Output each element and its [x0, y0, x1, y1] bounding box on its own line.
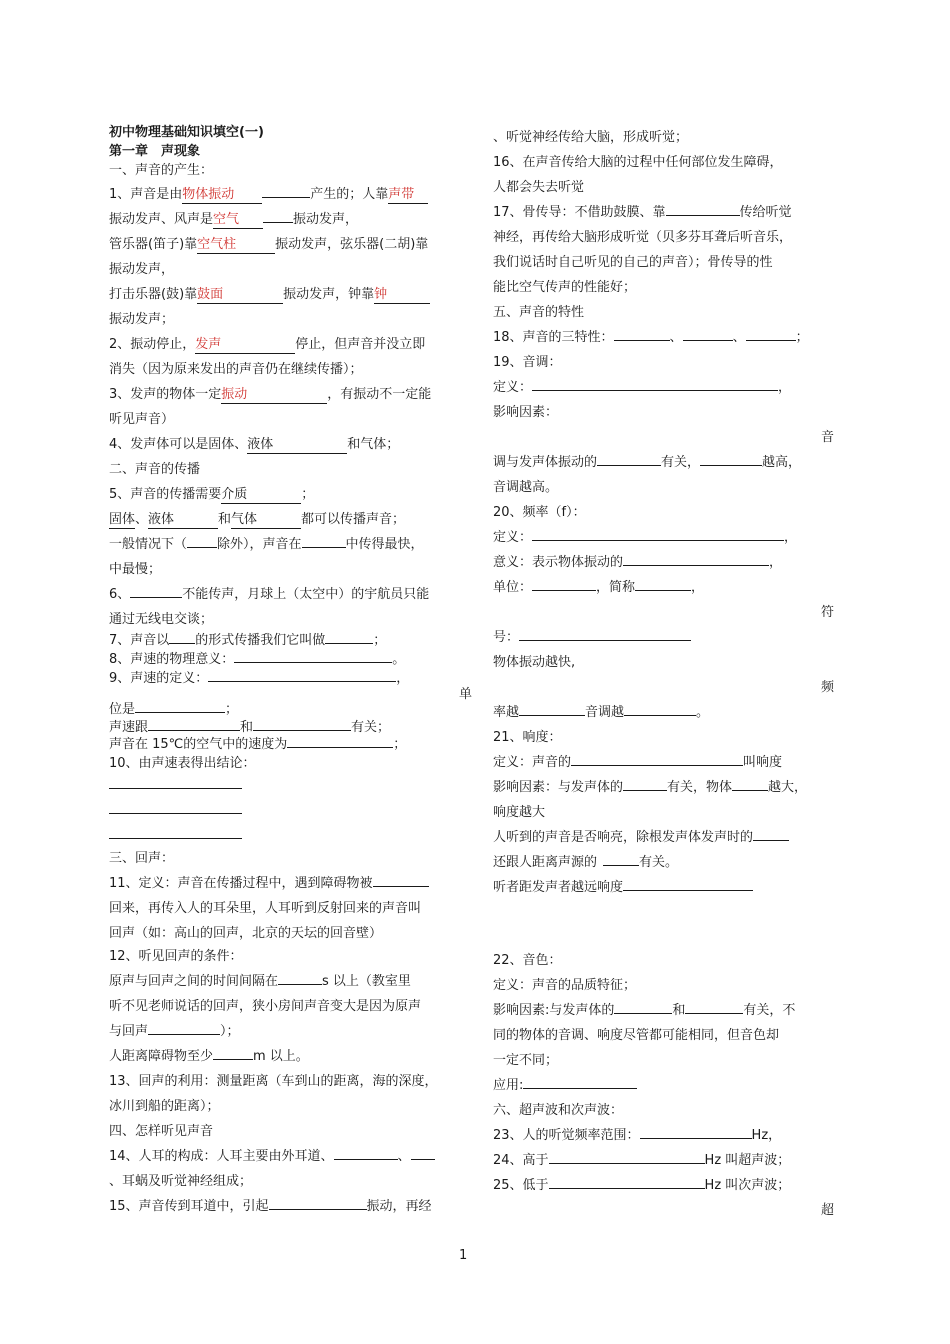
- fill-blank: [374, 287, 430, 304]
- text-fragment: ，: [691, 580, 705, 595]
- question-line: 回来，再传入人的耳朵里，人耳听到反射回来的声音叫: [109, 901, 422, 916]
- question-line: 振动发声，: [109, 262, 175, 277]
- question-line: 定义：声音的品质特征；: [493, 978, 637, 993]
- text-fragment: ；: [301, 487, 315, 502]
- fill-blank: [234, 662, 392, 663]
- question-line: [493, 579, 704, 597]
- fill-blank: [753, 840, 789, 841]
- text-fragment: 越大，: [768, 780, 808, 795]
- question-line: 同的物体的音调、响度尽管都可能相同，但音色却: [493, 1028, 780, 1043]
- question-line: [493, 329, 809, 347]
- fill-blank: [683, 340, 733, 341]
- answer-line: [109, 838, 242, 839]
- fill-blank: [208, 681, 396, 682]
- text-fragment: 4、发声体可以是固体、: [109, 437, 248, 452]
- text-fragment: 停止，但声音并没立即: [295, 337, 426, 352]
- text-fragment: 7、声音以: [109, 633, 170, 648]
- question-line: 通过无线电交谈；: [109, 612, 214, 627]
- text-fragment: 听者距发声者越远响度: [493, 880, 624, 895]
- text-fragment: 都可以传播声音；: [301, 512, 406, 527]
- question-line: [493, 1177, 790, 1195]
- question-line: [493, 779, 807, 797]
- text-fragment: 人距离障碍物至少: [109, 1049, 214, 1064]
- question-line: [109, 511, 405, 529]
- question-line: [109, 736, 406, 754]
- text-fragment: 定义：: [493, 380, 533, 395]
- answer-text: 空气: [213, 212, 240, 227]
- question-line: [109, 336, 425, 354]
- text-fragment: 位是: [109, 702, 136, 717]
- question-line: [109, 670, 409, 688]
- fill-blank: [623, 790, 667, 791]
- text-fragment: 8、声速的物理意义：: [109, 652, 235, 667]
- fill-blank: [549, 1188, 705, 1189]
- text-fragment: 15、声音传到耳道中，引起: [109, 1199, 269, 1214]
- answer-text: 振动: [221, 387, 248, 402]
- text-fragment: 14、人耳的构成：人耳主要由外耳道、: [109, 1149, 334, 1164]
- text-fragment: 和: [240, 720, 254, 735]
- fill-blank: [635, 590, 691, 591]
- text-fragment: 1、声音是由: [109, 187, 183, 202]
- section-heading: 三、回声：: [109, 851, 175, 866]
- text-fragment: Hz 叫超声波；: [704, 1153, 791, 1168]
- question-line: 听见声音）: [109, 412, 175, 427]
- question-line: [109, 1048, 309, 1066]
- question-line: [109, 651, 405, 669]
- text-fragment: 不能传声，月球上（太空中）的宇航员只能: [182, 587, 430, 602]
- text-fragment: 3、发声的物体一定: [109, 387, 222, 402]
- question-line: 12、听见回声的条件：: [109, 949, 243, 964]
- text-fragment: ；: [225, 702, 239, 717]
- text-fragment: 管乐器(笛子)靠: [109, 237, 198, 252]
- fill-blank: [532, 540, 784, 541]
- answer-text: 空气柱: [197, 237, 237, 252]
- text-fragment: s 以上（教室里: [322, 974, 411, 989]
- text-fragment: 的形式传播我们它叫做: [195, 633, 326, 648]
- answer-text: 钟: [374, 287, 388, 302]
- text-fragment: 音调越: [585, 705, 625, 720]
- fill-blank: [148, 1034, 220, 1035]
- text-fragment: 单位：: [493, 580, 533, 595]
- text-fragment: 、: [397, 1149, 411, 1164]
- text-fragment: 率越: [493, 705, 520, 720]
- text-fragment: 声速跟: [109, 720, 149, 735]
- fill-blank: [182, 187, 262, 204]
- text-fragment: ，: [784, 530, 798, 545]
- question-line: 影响因素：: [493, 405, 559, 420]
- fill-blank: [373, 886, 429, 887]
- question-line: 20、频率（f）：: [493, 505, 586, 520]
- text-fragment: ，简称: [596, 580, 636, 595]
- question-line: [493, 454, 801, 472]
- question-line: 一定不同；: [493, 1053, 559, 1068]
- answer-line: [109, 813, 242, 814]
- fill-blank: [263, 222, 293, 223]
- fill-blank: [231, 512, 301, 529]
- fill-blank: [623, 890, 753, 891]
- question-line: [493, 204, 792, 222]
- question-line: 冰川到船的距离）；: [109, 1099, 220, 1114]
- fill-blank: [221, 487, 301, 504]
- question-line: [493, 829, 789, 847]
- question-line: [493, 1002, 795, 1020]
- answer-text: 液体: [247, 437, 274, 452]
- text-fragment: 与回声: [109, 1024, 149, 1039]
- fill-blank: [519, 640, 691, 641]
- question-line: [109, 1198, 432, 1216]
- fill-blank: [614, 1013, 672, 1014]
- fill-blank: [187, 547, 217, 548]
- text-fragment: 和: [672, 1003, 686, 1018]
- text-fragment: 振动发声，钟靠: [283, 287, 375, 302]
- question-line: 物体振动越快,: [493, 655, 576, 670]
- fill-blank: [148, 512, 218, 529]
- question-line: 中最慢；: [109, 562, 162, 577]
- text-fragment: 定义：声音的: [493, 755, 572, 770]
- fill-blank: [519, 715, 585, 716]
- question-line: 10、由声速表得出结论：: [109, 756, 256, 771]
- question-line: 回声（如：高山的回声，北京的天坛的回音壁）: [109, 926, 383, 941]
- text-fragment: 。: [392, 652, 406, 667]
- question-line: [109, 286, 430, 304]
- question-line: [493, 1152, 790, 1170]
- question-line: 、听觉神经传给大脑，形成听觉；: [493, 130, 689, 145]
- fill-blank: [262, 197, 310, 198]
- fill-blank: [253, 730, 351, 731]
- section-heading: 五、声音的特性: [493, 305, 585, 320]
- fill-blank: [532, 390, 778, 391]
- question-line: 22、音色：: [493, 953, 562, 968]
- fill-blank: [334, 1159, 398, 1160]
- answer-text: 发声: [195, 337, 222, 352]
- fill-blank: [135, 712, 225, 713]
- question-line: [493, 1127, 781, 1145]
- question-line: [493, 629, 691, 647]
- answer-text: 物体振动: [182, 187, 235, 202]
- section-heading: 二、声音的传播: [109, 462, 201, 477]
- fill-blank: [278, 984, 322, 985]
- text-fragment: 越高，: [762, 455, 802, 470]
- question-line: 我们说话时自己听见的自己的声音）；骨传导的性: [493, 255, 773, 270]
- fill-blank: [287, 747, 393, 748]
- fill-blank: [130, 597, 182, 598]
- text-fragment: 有关，不: [743, 1003, 796, 1018]
- text-fragment: ；: [795, 330, 809, 345]
- question-line: [109, 586, 429, 604]
- question-line: 神经，再传给大脑形成听觉（贝多芬耳聋后听音乐，: [493, 230, 793, 245]
- text-fragment: ，: [769, 555, 783, 570]
- fill-blank: [732, 790, 768, 791]
- question-line: 听不见老师说话的回声，狭小房间声音变大是因为原声: [109, 999, 422, 1014]
- question-line: [109, 875, 429, 893]
- answer-text: 气体: [231, 512, 258, 527]
- fill-blank: [195, 337, 295, 354]
- fill-blank: [640, 1138, 752, 1139]
- question-line: [109, 186, 428, 204]
- fill-blank: [302, 547, 346, 548]
- fill-blank: [148, 730, 240, 731]
- wrapped-char: 超: [821, 1203, 835, 1218]
- wrapped-char: 频: [821, 680, 835, 695]
- question-line: [109, 436, 399, 454]
- fill-blank: [603, 865, 639, 866]
- question-line: [109, 632, 386, 650]
- wrapped-char: 单: [459, 687, 473, 702]
- text-fragment: 5、声音的传播需要: [109, 487, 222, 502]
- question-line: [109, 236, 428, 254]
- fill-blank: [197, 287, 283, 304]
- text-fragment: 打击乐器(鼓)靠: [109, 287, 198, 302]
- question-line: [109, 1023, 240, 1041]
- question-line: 16、在声音传给大脑的过程中任何部位发生障碍，: [493, 155, 783, 170]
- answer-text: 介质: [221, 487, 248, 502]
- text-fragment: m 以上。: [253, 1049, 309, 1064]
- answer-text: 液体: [148, 512, 175, 527]
- fill-blank: [221, 387, 327, 404]
- wrapped-char: 音: [821, 430, 835, 445]
- text-fragment: 有关，: [661, 455, 701, 470]
- fill-blank: [411, 1159, 435, 1160]
- question-line: 21、响度：: [493, 730, 562, 745]
- text-fragment: 产生的；人靠: [310, 187, 389, 202]
- fill-blank: [197, 237, 275, 254]
- answer-line: [109, 788, 242, 789]
- question-line: [493, 854, 678, 872]
- text-fragment: 调与发声体振动的: [493, 455, 598, 470]
- text-fragment: 24、高于: [493, 1153, 549, 1168]
- answer-text: 声带: [388, 187, 415, 202]
- text-fragment: 和: [218, 512, 232, 527]
- text-fragment: 振动，再经: [366, 1199, 432, 1214]
- text-fragment: 叫响度: [743, 755, 783, 770]
- text-fragment: 9、声速的定义：: [109, 671, 209, 686]
- text-fragment: 有关；: [351, 720, 391, 735]
- question-line: 人都会失去听觉: [493, 180, 585, 195]
- text-fragment: ，有振动不一定能: [327, 387, 432, 402]
- fill-blank: [685, 1013, 743, 1014]
- fill-blank: [213, 212, 263, 229]
- fill-blank: [746, 340, 796, 341]
- text-fragment: 振动发声，: [293, 212, 359, 227]
- text-fragment: 振动发声，弦乐器(二胡)靠: [275, 237, 429, 252]
- text-fragment: 声音在 15℃的空气中的速度为: [109, 737, 288, 752]
- question-line: [493, 1077, 637, 1095]
- fill-blank: [571, 765, 743, 766]
- doc-title: 初中物理基础知识填空(一): [109, 125, 264, 140]
- question-line: [109, 1148, 435, 1166]
- fill-blank: [213, 1059, 253, 1060]
- section-heading: 六、超声波和次声波：: [493, 1103, 624, 1118]
- question-line: 13、回声的利用：测量距离（车到山的距离，海的深度，: [109, 1074, 438, 1089]
- fill-blank: [614, 340, 670, 341]
- answer-text: 固体: [109, 512, 136, 527]
- text-fragment: 23、人的听觉频率范围：: [493, 1128, 640, 1143]
- wrapped-char: 符: [821, 605, 835, 620]
- text-fragment: ，: [778, 380, 792, 395]
- question-line: [109, 536, 424, 554]
- text-fragment: 2、振动停止，: [109, 337, 196, 352]
- text-fragment: 原声与回声之间的时间间隔在: [109, 974, 279, 989]
- text-fragment: 、: [669, 330, 683, 345]
- text-fragment: 还跟人距离声源的: [493, 855, 598, 870]
- question-line: 消失（因为原来发出的声音仍在继续传播）；: [109, 362, 363, 377]
- text-fragment: Hz 叫次声波；: [704, 1178, 791, 1193]
- question-line: [109, 701, 238, 719]
- question-line: [493, 704, 709, 722]
- question-line: [109, 719, 390, 737]
- text-fragment: 传给听觉: [739, 205, 792, 220]
- fill-blank: [532, 590, 596, 591]
- text-fragment: 应用:: [493, 1078, 524, 1093]
- fill-blank: [325, 643, 373, 644]
- text-fragment: Hz，: [751, 1128, 782, 1143]
- question-line: 振动发声；: [109, 312, 175, 327]
- text-fragment: 振动发声、风声是: [109, 212, 214, 227]
- text-fragment: 17、骨传导：不借助鼓膜、靠: [493, 205, 666, 220]
- fill-blank: [623, 565, 769, 566]
- question-line: [493, 879, 753, 897]
- text-fragment: 中传得最快，: [345, 537, 424, 552]
- text-fragment: 一般情况下（: [109, 537, 188, 552]
- fill-blank: [269, 1209, 367, 1210]
- section-heading: 一、声音的产生：: [109, 163, 214, 178]
- fill-blank: [700, 465, 762, 466]
- question-line: 响度越大: [493, 805, 546, 820]
- text-fragment: ，: [396, 671, 410, 686]
- fill-blank: [247, 437, 347, 454]
- question-line: [493, 754, 782, 772]
- answer-text: 鼓面: [197, 287, 224, 302]
- question-line: 、耳蜗及听觉神经组成；: [109, 1174, 253, 1189]
- question-line: 音调越高。: [493, 480, 559, 495]
- question-line: [109, 973, 411, 991]
- fill-blank: [624, 715, 696, 716]
- text-fragment: 。: [696, 705, 710, 720]
- page-number: 1: [459, 1248, 468, 1263]
- text-fragment: 除外），声音在: [217, 537, 302, 552]
- text-fragment: ；: [393, 737, 407, 752]
- text-fragment: 6、: [109, 587, 131, 602]
- text-fragment: ；: [373, 633, 387, 648]
- text-fragment: 、: [135, 512, 149, 527]
- question-line: 能比空气传声的性能好；: [493, 280, 637, 295]
- text-fragment: 、: [732, 330, 746, 345]
- text-fragment: 25、低于: [493, 1178, 549, 1193]
- chapter-heading: 第一章 声现象: [109, 144, 201, 159]
- fill-blank: [388, 187, 428, 204]
- text-fragment: 18、声音的三特性：: [493, 330, 614, 345]
- text-fragment: 影响因素:与发声体的: [493, 1003, 615, 1018]
- question-line: [493, 554, 782, 572]
- fill-blank: [169, 643, 195, 644]
- fill-blank: [549, 1163, 705, 1164]
- text-fragment: 11、定义：声音在传播过程中，遇到障碍物被: [109, 876, 373, 891]
- text-fragment: 人听到的声音是否响亮，除根发声体发声时的: [493, 830, 754, 845]
- text-fragment: ）；: [220, 1024, 240, 1039]
- fill-blank: [523, 1088, 637, 1089]
- fill-blank: [597, 465, 661, 466]
- fill-blank: [666, 215, 740, 216]
- question-line: 19、音调：: [493, 355, 562, 370]
- question-line: [493, 529, 797, 547]
- question-line: [109, 211, 358, 229]
- text-fragment: 意义：表示物体振动的: [493, 555, 624, 570]
- text-fragment: 影响因素：与发声体的: [493, 780, 624, 795]
- text-fragment: 有关。: [639, 855, 679, 870]
- question-line: [109, 386, 431, 404]
- text-fragment: 号：: [493, 630, 520, 645]
- text-fragment: 定义：: [493, 530, 533, 545]
- question-line: [493, 379, 791, 397]
- text-fragment: 和气体；: [347, 437, 400, 452]
- section-heading: 四、怎样听见声音: [109, 1124, 214, 1139]
- text-fragment: 有关，物体: [667, 780, 733, 795]
- question-line: [109, 486, 314, 504]
